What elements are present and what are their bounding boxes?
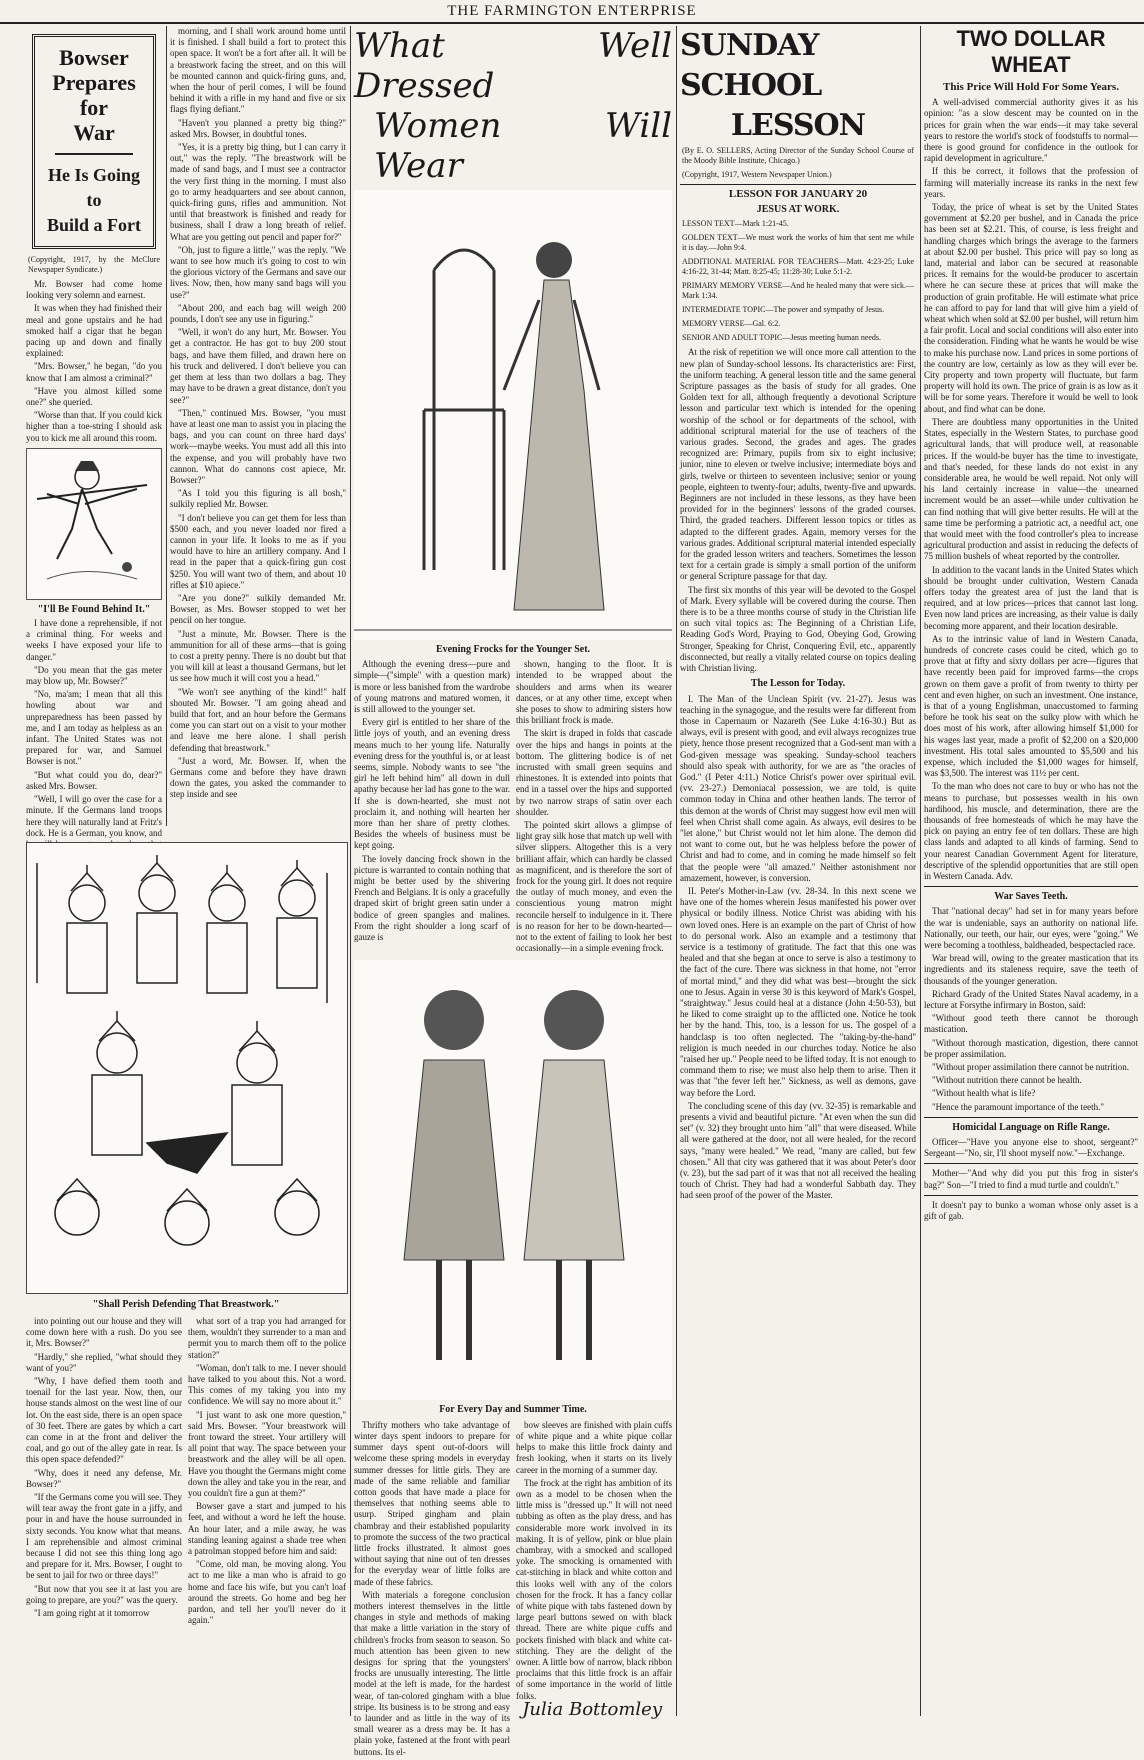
- paragraph: "Without nutrition there cannot be health.: [932, 1075, 1082, 1086]
- paragraph: As to the intrinsic value of land in Western Canada, hundreds of concrete cases could be cited, which go to prove that at fifty and sixty dollars per acre—figures that have recently been paid for improved farms—the crops grown on them gave a profit of from twenty to thirty per cent and even higher, on such an investment. One instance, is that of a young Englishman, unaccustomed to farming before he took his seat on the sulky plow with which he does most of his work, after allowing himself $1,000 for his wages last year, made a profit of $2,200 on a $20,000 investment. His total sales amounted to $5,500 and his expense, which included the $1,000 wages for himself, was $3,500. The interest was 11½ per cent.: [924, 633, 1138, 779]
- paragraph: "Well, it won't do any hurt, Mr. Bowser. You get a contractor. He has got to buy 200 stout bags, and have them filled, and drawn here on his truck and delivered. I don't believe you can get them at less than two dollars a bag. They may have to be drawn a great distance, don't you see?": [170, 327, 346, 405]
- masthead: THE FARMINGTON ENTERPRISE: [0, 0, 1144, 24]
- bowser-title-line1: Bowser: [59, 45, 129, 70]
- paragraph: At the risk of repetition we will once more call attention to the new plan of Sunday-school lessons. Its characteristics are: First, the uniform teaching. A general lesson title and the same general Scripture passages as the basis of study for all grades. One Golden text for all, although frequently a devotional Scripture lesson and particular text which is intended for the opening worship of the school or for departments of the school, with additional scriptural material for the use of teachers of the various grades. Second, the grades and ages. The grades recognized are: Primary, pupils from six to eight inclusive; junior, nine to eleven or twelve inclusive; intermediate boys and girls, twelve or thirteen to seventeen inclusive; senior or young people, eighteen to twenty-four; adults, twenty-five and upwards. Beginners are not included in these lessons, as they have been provided for in the beginners' lessons of the graded courses. Third, the graded teachers. Different lesson topics or titles as adapted to the different grades. Again, memory verses for the various grades. Additional scriptural material intended especially for the graded lesson writers and teachers. Sometimes the lesson text for a certain grade is simply a small portion of the uniform or general Scripture passage for that day.: [680, 347, 916, 582]
- paragraph: "Haven't you planned a pretty big thing?" asked Mrs. Bowser, in doubtful tones.: [170, 117, 346, 139]
- paragraph: "Hardly," she replied, "what should they want of you?": [26, 1351, 182, 1373]
- paragraph: shown, hanging to the floor. It is intended to be wrapped about the shoulders and arms when its wearer dances, or at any other time, except when she poses to show to admiring sisters how this brilliant frock is made.: [516, 659, 672, 726]
- paragraph: The skirt is draped in folds that cascade over the hips and hangs in points at the bottom. The glittering bodice is of net incrusted with small green sequins and rhinestones. It is extended into points that end in a tassel over the hips and supported by two narrow straps of satin over each shoulder.: [516, 728, 672, 817]
- paragraph: Although the evening dress—pure and simple—("simple" with a question mark) is more or less banished from the wardrobe of young matrons and matured women, it is still allowed to the younger set.: [354, 659, 510, 715]
- paragraph: "Worse than that. If you could kick higher than a toe-string I should ask you to kick me all around this room.: [26, 410, 162, 443]
- fashion-caption-2: For Every Day and Summer Time.: [439, 1404, 587, 1416]
- paragraph: Mr. Bowser had come home looking very solemn and earnest.: [26, 279, 162, 301]
- paragraph: To the man who does not care to buy or who has not the means to purchase, but possesses wealth in his own hardihood, his muscle, and determination, there are the thousands of free homesteads of which he may have the pick on paying an entry fee of ten dollars. These are high class lands and adapted to all kinds of farming. Send to your nearest Canadian Government Agent for literature, descriptive of the splendid opportunities that are still open in Western Canada. Adv.: [924, 781, 1138, 882]
- bowser-subtitle-line1: He Is Going to: [47, 165, 140, 210]
- bowser-col2: [170, 26, 346, 836]
- paragraph: The first six months of this year will be devoted to the Gospel of Mark. Every syllable will be covered during the course. Then there is to be a three months course of study in the Christian life on such vital topics as: The Beginning of a Christian Life, Reading God's Word, Praying to God, Obeying God, Growing Stronger, Speaking for Christ, Conquering Evil, etc., apparently disconnected, but really a vitally related course on topics dealing with Christian living.: [680, 584, 916, 674]
- wheat-section: [924, 26, 1138, 1716]
- lesson-subject: JESUS AT WORK.: [756, 204, 840, 216]
- paragraph: "I am going right at it tomorrow: [34, 1608, 150, 1619]
- fashion-signature: Julia Bottomley: [522, 1698, 662, 1720]
- paragraph: "Without good teeth there cannot be thorough mastication.: [924, 1013, 1138, 1035]
- children-frocks-illustration: [354, 960, 672, 1400]
- paragraph: I. The Man of the Unclean Spirit (vv. 21-27). Jesus was teaching in the synagogue, and the results were far different from those in Capernaum or Nazareth (See Luke 4:16-30.) But as always, evil is present with good, and evil always recognizes true piety, hence those present recognized that a God-sent man with a God-given message was speaking. Sunday-school teachers should also speak with authority, for we are as "the oracles of God." (I Peter 4:11.) Notice Christ's power over spiritual evil. (vv. 23-27.) Demoniacal possession, we are told, is quite common today in China and other heathen lands. The terror of this demon at the words of Christ may suggest how evil men will feel when Christ shall come again. As always, evil desires to be "let alone," but Christ would not let him alone. The demon did not want to come out, but he was helpless before the power of Christ and had to come, and in coming he made himself so felt that the people were "all amazed." Neither astonishment nor amazement, however, is conversion.: [680, 693, 916, 883]
- paragraph: "About 200, and each bag will weigh 200 pounds, I don't see any use in figuring.": [170, 302, 346, 325]
- wheat-title: TWO DOLLAR WHEAT: [956, 26, 1106, 77]
- paragraph: The lovely dancing frock shown in the picture is warranted to contain nothing that might be better used by the shivering French and Belgians. It is only a gracefully draped skirt of bright green satin under a bodice of green spangles and malines. From the right shoulder a long scarf of gauze is: [354, 853, 510, 943]
- bowser-caption-2: "Shall Perish Defending That Breastwork.": [92, 1299, 280, 1310]
- paragraph: There are doubtless many opportunities in the United States, especially in the Western States, to purchase good agricultural lands, that will produce well, at reasonable prices. If the would-be buyer has the time to investigate, and that's needed, for these lands do not exist in any considerable area, he would be well repaid. Not only will his land certainly increase in value—the unearned increment would be an asset—while under cultivation he can find nothing that will give better results. He will at the same time be performing a patriotic act, a needful act, one that would meet with the food controller's plea to increase agricultural production and assist in reducing the defects of 75 million bushels of wheat reported by the controller.: [924, 416, 1138, 562]
- sunday-school-title-line2: LESSON: [730, 108, 866, 143]
- sunday-school-byline: (By E. O. SELLERS, Acting Director of the Sunday School Course of the Moody Bible Institute, Chicago.): [682, 146, 914, 165]
- paragraph: morning, and I shall work around home until it is finished. I shall build a fort to protect this open space. It won't be a fort after all. It will be a breastwork facing the street, and on this will be mounted cannon and quick-firing guns, and, when the hour of peril comes, I will be found behind it with a rifle in my hand and five or six flags flying defiant.": [170, 26, 346, 115]
- bowser-col1: [26, 26, 162, 836]
- paragraph: "Yes, it is a pretty big thing, but I can carry it out," was the reply. "The breastwork will be made of sand bags, and I must see a contractor the very first thing in the morning. I must also go to army headquarters and see about cannon, quick-firing guns, rifles and ammunition. Not until that breastwork is finished and ready for business, shall I draw a long breath of relief. What are you getting out pencil and paper for?": [170, 142, 346, 242]
- homicidal-title: Homicidal Language on Rifle Range.: [952, 1121, 1110, 1133]
- fashion-header-line1: What Well Dressed: [354, 26, 672, 106]
- golden-text: GOLDEN TEXT—We must work the works of him that sent me while it is day.—John 9:4.: [682, 233, 914, 253]
- paragraph: "But what could you do, dear?" asked Mrs. Bowser.: [26, 769, 162, 791]
- paragraph: "No, ma'am; I mean that all this howling about war and unpreparedness has been passed by me, and I am today as helpless as an infant. The United States was not prepared for war, and Samuel Bowser is not.": [26, 689, 162, 767]
- additional-material: ADDITIONAL MATERIAL FOR TEACHERS—Matt. 4:23-25; Luke 4:16-22, 31-44; Matt. 8:25-45; 11:28-30; Luke 5:1-2.: [682, 257, 914, 277]
- paragraph: "I don't believe you can get them for less than $500 each, and you never loaded nor fired a cannon in your life. It looks to me as if you would have to hire an artillery company. And I read in the paper that a quick-firing gun cost $250. You will want two of them, and about 10 rifles at $10 apiece.": [170, 512, 346, 590]
- paragraph: "Woman, don't talk to me. I never should have talked to you about this. Not a word. This comes of my taking you into my confidence. We will say no more about it.": [188, 1362, 346, 1407]
- paragraph: Richard Grady of the United States Naval academy, in a lecture at Forsythe infirmary in Boston, said:: [924, 988, 1138, 1011]
- paragraph: Mother—"And why did you put this frog in sister's bag?" Son—"I tried to find a mud turtle and couldn't.": [924, 1168, 1138, 1190]
- paragraph: into pointing out our house and they will come down here with a rush. Do you see it, Mrs. Bowser?": [26, 1316, 182, 1349]
- paragraph: what sort of a trap you had arranged for them, wouldn't they surrender to a man and permit you to march them off to the police station?": [188, 1316, 346, 1360]
- paragraph: "Without health what is life?: [932, 1088, 1036, 1099]
- paragraph: "But now that you see it at last you are going to prepare, are you?" was the query.: [26, 1583, 182, 1605]
- paragraph: "Why, I have defied them tooth and toenail for the last year. Now, then, our house stands almost on the west line of our lot. On the east side, there is an open space of 30 feet. There are gates by which a cart can come in at the front and deliver the coal, and go out of the alley gate in rear. Is this open space defended?": [26, 1376, 182, 1465]
- bowser-copyright: (Copyright, 1917, by the McClure Newspaper Syndicate.): [28, 255, 160, 274]
- paragraph: bow sleeves are finished with plain cuffs of white pique and a white pique collar helps to make this little frock dainty and fresh looking, when it starts on its lively career in the morning of a summer day.: [516, 1419, 672, 1475]
- paragraph: "Just a minute, Mr. Bowser. There is the ammunition for all of these arms—that is going to cost a pretty penny. There is no doubt but that you will kill at least a thousand Germans, but let us see how much it will cost you a head.": [170, 628, 346, 684]
- paragraph: "Are you done?" sulkily demanded Mr. Bowser, as Mrs. Bowser stopped to wet her pencil on her tongue.: [170, 592, 346, 626]
- lesson-today-heading: The Lesson for Today.: [750, 678, 846, 690]
- fashion-text-1: [354, 659, 672, 956]
- paragraph: "Then," continued Mrs. Bowser, "you must have at least one man to assist you in placing the bags, and you can count on three hard days' work—maybe weeks. You must add all this into the expense, and you will probably have two cannon. What do cannons cost apiece, Mr. Bowser?": [170, 407, 346, 485]
- paragraph: It doesn't pay to bunko a woman whose only asset is a gift of gab.: [924, 1199, 1138, 1222]
- lesson-text: LESSON TEXT—Mark 1:21-45.: [682, 219, 789, 229]
- fashion-text-2: [354, 1420, 672, 1760]
- paragraph: "If the Germans come you will see. They will tear away the front gate in a jiffy, and pour in and have the house surrounded in sixty seconds. You know what that means. I am reprehensible and almost criminal because I did not see this thing long ago and prepare for it. Mrs. Bowser, I ought to be sent to jail for two or three days!": [26, 1492, 182, 1581]
- sunday-school-section: [680, 26, 916, 1716]
- memory-verse: MEMORY VERSE—Gal. 6:2.: [682, 319, 781, 329]
- evening-frock-illustration: [354, 190, 672, 640]
- paragraph: I have done a reprehensible, if not a criminal thing. For weeks and weeks I have exposed your life to danger.": [26, 618, 162, 662]
- bowser-title-box: [32, 34, 156, 249]
- paragraph: If this be correct, it follows that the profession of farming will materially increase its ranks in the next few years.: [924, 166, 1138, 199]
- wheat-subtitle: This Price Will Hold For Some Years.: [943, 81, 1119, 93]
- fashion-section: [354, 26, 672, 1757]
- paragraph: "I just want to ask one more question," said Mrs. Bowser. "Your breastwork will front toward the street. Your artillery will all point that way. The space between your breastwork and the alley will be all open. Have you thought the Germans might come down the alley and take you in the rear, and you couldn't fire a gun at them?": [188, 1409, 346, 1499]
- paragraph: It was when they had finished their meal and gone upstairs and he had smoked half a cigar that he began pacing up and down and finally explained:: [26, 303, 162, 359]
- paragraph: "Just a word, Mr. Bowser. If, when the Germans come and before they have drawn down the gates, you asked the commander to step inside and see: [170, 755, 346, 800]
- primary-memory-verse: PRIMARY MEMORY VERSE—And he healed many that were sick.—Mark 1:34.: [682, 281, 914, 301]
- paragraph: That "national decay" had set in for many years before the war is undeniable, says an authority on national life. Nationally, our teeth, our hair, our eyes, were "going." We were becoming a toothless, baldheaded, bespectacled race.: [924, 906, 1138, 951]
- bowser-title-line2: Prepares for: [52, 70, 136, 120]
- war-saves-teeth-title: War Saves Teeth.: [994, 891, 1068, 903]
- intermediate-topic: INTERMEDIATE TOPIC—The power and sympathy of Jesus.: [682, 305, 885, 315]
- bowser-subtitle-line2: Build a Fort: [46, 215, 141, 235]
- bowser-caption-1: "I'll Be Found Behind It.": [37, 603, 151, 615]
- paragraph: "As I told you this figuring is all bosh," sulkily replied Mr. Bowser.: [170, 488, 346, 510]
- paragraph: War bread will, owing to the greater mastication that its ingredients and its staleness require, save the teeth of thousands of the younger generation.: [924, 953, 1138, 986]
- senior-topic: SENIOR AND ADULT TOPIC—Jesus meeting human needs.: [682, 333, 882, 343]
- bowser-big-cartoon: [26, 842, 348, 1294]
- paragraph: "Hence the paramount importance of the teeth.": [932, 1101, 1105, 1112]
- paragraph: "We won't see anything of the kind!" half shouted Mr. Bowser. "I am going ahead and build that fort, and an hour before the Germans come you can start out on a visit to your mother and leave me here alone. I shall perish defending that breastwork.": [170, 686, 346, 753]
- paragraph: "Well, I will go over the case for a minute. If the Germans land troops here they will naturally land at Fritz's dock. He is a German, you know, and: [26, 794, 162, 838]
- fashion-header-line2: Women Will Wear: [374, 106, 672, 186]
- paragraph: The concluding scene of this day (vv. 32-35) is remarkable and presents a vivid and beautiful picture. "At even when the sun did set" (v. 32) they brought unto him "all" that were diseased. While all were gathered at the door, not all were healed, for the record says, "many were healed." We read, "many are called, but few chosen." All that city was gathered that it was about Peter's door (v. 23), but the sad part of it was that not all received the healing touch of Christ. They had had a wonderful Sabbath day. They had seen proof of the power of the Master.: [680, 1100, 916, 1201]
- bowser-title-line3: War: [73, 120, 115, 145]
- paragraph: The frock at the right has ambition of its own as a model to be chosen when the little miss is "dressed up." It will not need tubbing as often as the play dress, and has considerable more work involved in its making. It is of yellow, pink or blue plain chambray, with a smocked and scalloped yoke. The smocking is ornamented with cat-stitching in black and white cotton and this looks well with any of the colors chosen for the frock. It has a fancy collar of white pique with tabs fastened down by large pearl buttons sewed on with black thread. There are white pique cuffs and pockets finished with black and white cat-stitching. They are the delight of the owner. A little bow of narrow, black ribbon proclaims that this little frock is an affair of some importance in the world of little folks.: [516, 1477, 672, 1701]
- paragraph: "Without proper assimilation there cannot be nutrition.: [932, 1062, 1130, 1073]
- paragraph: "Why, does it need any defense, Mr. Bowser?": [26, 1467, 182, 1489]
- cartoon-soldier-illustration: [26, 448, 162, 600]
- bowser-col2-bottom: [188, 1316, 346, 1716]
- paragraph: A well-advised commercial authority gives it as his opinion: "as a slow descent may be counted on in the prices for grain when the war ends—it may take several years to restore the world's stock of foodstuffs to normal—there is good ground for confidence in the outlook for rapid development in agriculture.": [924, 97, 1138, 164]
- paragraph: "Mrs. Bowser," he began, "do you know that I am almost a criminal?": [26, 361, 162, 383]
- sunday-school-copyright: (Copyright, 1917, Western Newspaper Union.): [682, 170, 832, 179]
- paragraph: Every girl is entitled to her share of the little joys of youth, and an evening dress means much to her young life. Naturally evening dress for the youthful is, or at least seems, simple. Nobody wants to see "the girl he left behind him" all down in dull apathy because her lad has gone to the war. If she is down-hearted, she must not proclaim it, and nothing will hearten her more than her share of pretty clothes. Besides the wheels of business must be kept going.: [354, 717, 510, 851]
- paragraph: "Come, old man, be moving along. You act to me like a man who is afraid to go home and face his wife, but you can't loaf around the streets. Go home and beg her pardon, and tell her you'll never do it again.": [188, 1559, 346, 1626]
- lesson-date: LESSON FOR JANUARY 20: [728, 188, 868, 200]
- paragraph: "Have you almost killed some one?" she queried.: [26, 385, 162, 408]
- paragraph: The pointed skirt allows a glimpse of light gray silk hose that match up well with silver slippers. Altogether this is a very brilliant affair, which can hardly be classed as magnificent, and is therefore the sort of frock for the young girl. It does not require the outlay of much money, and even the conscientious young matron might reconcile herself to indulgence in it. There is no reason for her to be down-hearted—not to the extent of failing to look her best occasionally—in a simple evening frock.: [516, 820, 672, 954]
- paragraph: With materials a foregone conclusion mothers interest themselves in the little changes in style and methods of making that make a little variation in the story of children's frocks from season to season. So much attention has been given to new designs for spring that the youngsters' frocks are unusually interesting. The little model at the left is made, for the hardest wear, of tan-colored gingham with a blue stripe. Its business is to be strong and easy to launder and as little in the way of its small wearer as a dress may be. It has a plain yoke, fastened at the front with pearl buttons. Its el-: [354, 1589, 510, 1757]
- paragraph: Officer—"Have you anyone else to shoot, sergeant?" Sergeant—"No, sir, I'll shoot myself now."—Exchange.: [924, 1137, 1138, 1159]
- paragraph: Today, the price of wheat is set by the United States government at $2.20 per bushel, and in Canada the price has been set at $2.21. This, of course, is less freight and handling charges which brings the average to the farmers at about $2.00 per bushel. This price will pay so long as land, material and labor can be secured at reasonable prices. It remains for the would-be producer to ascertain where he can secure these at prices that will make the production of grain profitable. He will estimate what price he can afford to pay for land that will give him a yield of wheat which when sold at $2.00 per bushel, will return him a fair profit. Local and social conditions will also enter into the consideration. Finding what he wants he would be wise to make his purchase now. Land prices in some portions of the country are low, certainly as low as they will ever be. City property and town property will fluctuate, but farm property will hold its own. The price of grain is as low as it will be for some years. Therefore it would be well to look about, and find what can be done.: [924, 202, 1138, 414]
- sunday-school-title-line1: SUNDAY SCHOOL: [680, 28, 822, 103]
- paragraph: Thrifty mothers who take advantage of winter days spent indoors to prepare for summer days spent out-of-doors will welcome these spring models in everyday summer dresses for little girls. They are made of the same reliable and familiar cotton goods that have made a place for themselves that nothing seems able to usurp. Striped gingham and plain chambray and their established popularity to promote the success of the two practical little frocks illustrated. It almost goes without saying that nine out of ten dresses for the everyday wear of little folks are made of these fabrics.: [354, 1419, 510, 1587]
- paragraph: "Oh, just to figure a little," was the reply. "We want to see how much it's going to cost to win the glorious victory of the Germans and save our lives. Now, then, how many sand bags will you use?": [170, 244, 346, 300]
- paragraph: "Without thorough mastication, digestion, there cannot be proper assimilation.: [924, 1037, 1138, 1059]
- bowser-col1-bottom: [26, 1316, 182, 1716]
- bowser-col1-top: [26, 279, 162, 444]
- paragraph: Bowser gave a start and jumped to his feet, and without a word he left the house. An hour later, and a mile away, he was standing leaning against a shade tree when a patrolman stopped before him and said:: [188, 1501, 346, 1557]
- paragraph: "Do you mean that the gas meter may blow up, Mr. Bowser?": [26, 664, 162, 687]
- paragraph: II. Peter's Mother-in-Law (vv. 28-34. In this next scene we have one of the homes wherein Jesus manifested his power over physical or bodily illness. Notice Christ was abiding with his own loved ones. Here is an example on the part of Christ of how to do personal work. Also an example and a testimony that service is a testimony of gratitude. The fact that this one was healed and that she began at once to serve is also a testimony to the fact of the cure. There was sickness in that home, not "error of mortal mind," and they did what was best—brought the sick one to Jesus. Again in verse 30 is this keyword of Mark's Gospel, "straightway." Jesus could heal at a distance (John 4:50-53), but he liked to come straight up to the afflicted one. Notice he took her by the hand. This, too, is a lesson for us. The gospel of a handclasp is too often neglected. The "taking-by-the-hand" religion is much needed in our churches today. Notice he also "raised her up." People need to be lifted today. It is not enough to command them to rise; we must also help them to arise. Then it was that "the fever left her." Sickness, as well as demons, gave way before the Lord.: [680, 885, 916, 1098]
- fashion-caption-1: Evening Frocks for the Younger Set.: [435, 644, 591, 655]
- paragraph: In addition to the vacant lands in the United States which should be brought under cultivation, Western Canada offers today the greatest area of just the land that is required, and at low prices—prices that cannot last long. Even now land prices are increasing, as their value is daily becoming more apparent, and their location desirable.: [924, 564, 1138, 631]
